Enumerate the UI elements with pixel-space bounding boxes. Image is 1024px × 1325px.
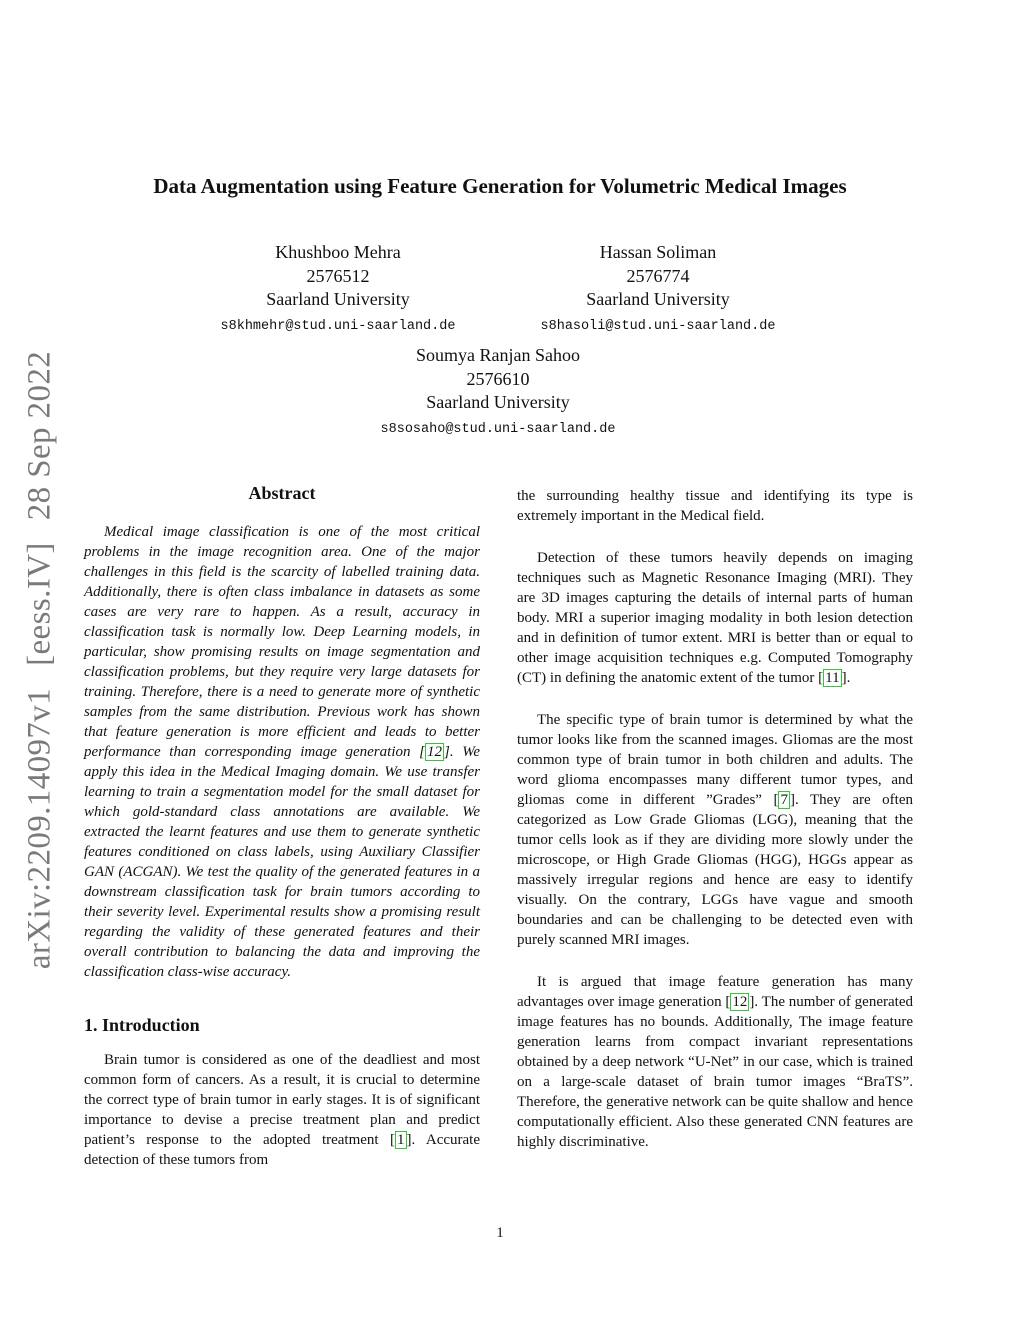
author-affiliation: Saarland University (266, 289, 410, 309)
intro-paragraph-1-continued: the surrounding healthy tissue and identifying its type is extremely important in the Medical field. (517, 488, 913, 524)
author-email: s8khmehr@stud.uni-saarland.de (220, 318, 456, 334)
author-block-3 (348, 344, 648, 441)
intro-paragraph-3: The specific type of brain tumor is determined by what the tumor looks like from the scanned images. Gliomas are the most common type of brain tumor in both children and adults. The word glioma encompasses many different tumor types, and gliomas come in different ”Grades” [ 7 ]. They are often categorized as Low Grade Gliomas (LGG), meaning that the tumor cells look as if they are dividing more slowly under the microscope, or High Grade Gliomas (HGG), HGGs appear as massively irregular regions and hence are easy to identify visually. On the contrary, LGGs have vague and smooth boundaries and can be challenging to be detected even with purely scanned MRI images. (517, 712, 913, 948)
citation-link[interactable]: 1 (397, 1132, 405, 1148)
citation-link[interactable]: 12 (732, 994, 748, 1010)
citation-link[interactable]: 12 (426, 744, 442, 760)
intro-paragraph-1: Brain tumor is considered as one of the deadliest and most common form of cancers. As a result, it is crucial to determine the correct type of brain tumor in early stages. It is of significant importance to devise a precise treatment plan and predict patient’s response to the adopted treatment [ 1 ]. Accurate detection of these tumors from (84, 1052, 480, 1168)
author-name: Soumya Ranjan Sahoo (416, 345, 580, 365)
author-id: 2576610 (466, 368, 530, 389)
abstract-section (84, 483, 480, 982)
intro-paragraph-2: Detection of these tumors heavily depends on imaging techniques such as Magnetic Resonance Imaging (MRI). They are 3D images capturing the details of internal parts of human body. MRI a superior imaging modality in both lesion detection and in definition of tumor extent. MRI is better than or equal to other image acquisition techniques e.g. Computed Tomography (CT) in defining the anatomic extent of the tumor [ 11 ]. (517, 550, 913, 686)
introduction-heading: 1. Introduction (84, 1015, 200, 1035)
arxiv-id: arXiv:2209.14097v1 (21, 687, 58, 970)
paper-title: Data Augmentation using Feature Generation for Volumetric Medical Images (153, 174, 847, 198)
right-column (517, 486, 913, 1174)
author-affiliation: Saarland University (426, 392, 570, 412)
arxiv-sidebar-stamp (22, 351, 59, 969)
left-column (84, 483, 480, 1170)
author-id: 2576512 (306, 265, 370, 286)
intro-paragraph-4: It is argued that image feature generation has many advantages over image generation [ 12 ]. The number of generated image features has no bounds. Additionally, The image feature generation learns from compact invariant representations obtained by a deep network “U-Net” in our case, which is trained on a large-scale dataset of brain tumor images “BraTS”. Therefore, the generative network can be quite shallow and hence computationally efficient. Also these generated CNN features are highly discriminative. (517, 974, 913, 1150)
author-id: 2576774 (626, 265, 690, 286)
author-affiliation: Saarland University (586, 289, 730, 309)
page-number: 1 (496, 1225, 504, 1241)
abstract-paragraph: Medical image classification is one of the most critical problems in the image recognition area. One of the major challenges in this field is the scarcity of labelled training data. Additionally, there is often class imbalance in datasets as some cases are very rare to happen. As a result, accuracy in classification task is normally low. Deep Learning models, in particular, show promising results on image segmentation and classification problems, but they require very large datasets for training. Therefore, there is a need to generate more of synthetic samples from the same distribution. Previous work has shown that feature generation is more efficient and leads to better performance than corresponding image generation [ 12 ]. We apply this idea in the Medical Imaging domain. We use transfer learning to train a segmentation model for the small dataset for which gold-standard class annotations are available. We extracted the learnt features and use them to generate synthetic features conditioned on class labels, using Auxiliary Classifier GAN (ACGAN). We test the quality of the generated features in a downstream classification task for brain tumors according to their severity level. Experimental results show a promising result regarding the validity of these generated features and their overall contribution to balancing the data and improving the classification class-wise accuracy. (84, 524, 480, 980)
author-block-2 (508, 241, 808, 338)
arxiv-category: [eess.IV] (21, 542, 58, 666)
author-block-1 (188, 241, 488, 338)
citation-link[interactable]: 7 (780, 792, 788, 808)
citation-link[interactable]: 11 (825, 670, 840, 686)
author-email: s8hasoli@stud.uni-saarland.de (540, 318, 776, 334)
author-name: Hassan Soliman (599, 242, 717, 262)
arxiv-date: 28 Sep 2022 (21, 350, 58, 521)
author-name: Khushboo Mehra (275, 242, 401, 262)
abstract-heading: Abstract (248, 483, 316, 503)
author-email: s8sosaho@stud.uni-saarland.de (380, 421, 616, 437)
